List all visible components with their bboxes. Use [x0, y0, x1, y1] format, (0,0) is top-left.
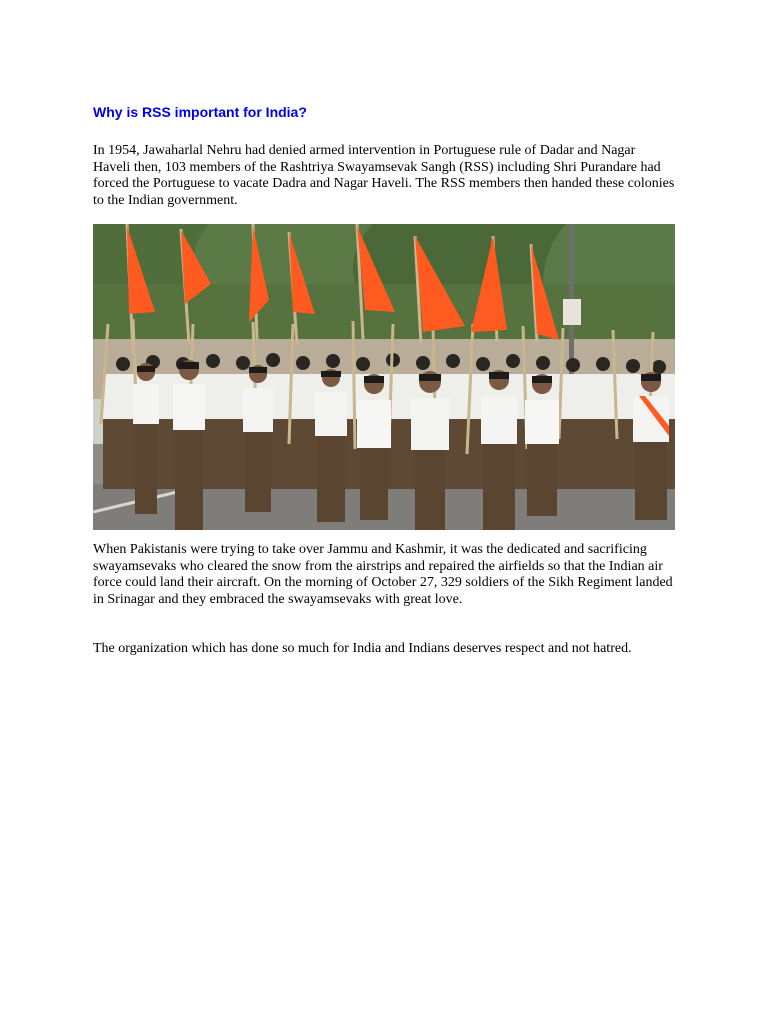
article-heading: Why is RSS important for India?	[93, 104, 307, 120]
paragraph-jammu-kashmir: When Pakistanis were trying to take over Jammu and Kashmir, it was the dedicated and sacrificing swayamsevaks who cleared the snow from the airstrips and repaired the airfields so that the Indian air force could land their aircraft. On the morning of October 27, 329 soldiers of the Sikh Regiment landed in Srinagar and they embraced the swayamsevaks with great love.	[93, 542, 673, 607]
paragraph-dadra-nagar-haveli: In 1954, Jawaharlal Nehru had denied armed intervention in Portuguese rule of Dadar and Nagar Haveli then, 103 members of the Rashtriya Swayamsevak Sangh (RSS) including Shri Purandare had forced the Portuguese to vacate Dadra and Nagar Haveli. The RSS members then handed these colonies to the Indian government.	[93, 143, 675, 208]
paragraph-conclusion: The organization which has done so much for India and Indians deserves respect and not hatred.	[93, 641, 632, 656]
rss-march-photo	[93, 224, 675, 530]
